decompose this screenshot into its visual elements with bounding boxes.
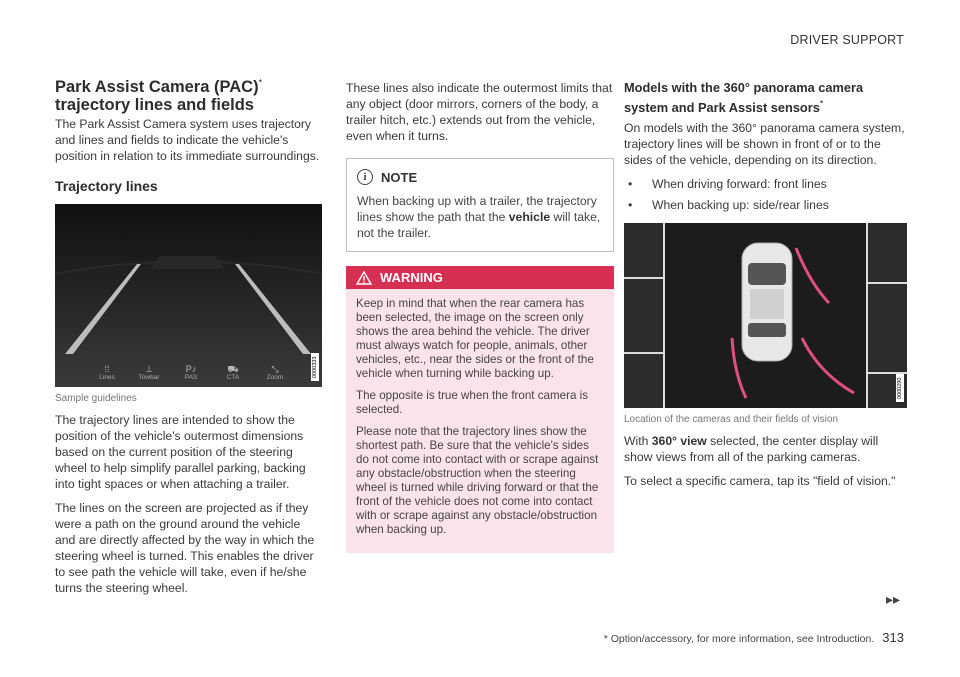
column-1	[55, 78, 323, 604]
note-text-bold: vehicle	[508, 210, 551, 224]
list-item: • When backing up: side/rear lines	[624, 197, 908, 213]
option-star: *	[819, 98, 824, 109]
paragraph	[624, 433, 908, 465]
lines-icon: ⁞⁞	[104, 363, 110, 374]
note-box	[346, 158, 614, 252]
warning-paragraph: The opposite is true when the front camera is selected.	[356, 389, 588, 416]
overhead-view	[624, 223, 907, 408]
bullet-list	[624, 176, 908, 213]
figure-caption: Location of the cameras and their fields of vision	[624, 414, 839, 425]
title-line-1: Park Assist Camera (PAC)	[55, 78, 259, 96]
zoom-icon: ⤡	[271, 363, 279, 374]
note-text-part: will take, not the trailer.	[357, 210, 601, 240]
section-title	[55, 78, 323, 114]
running-header: DRIVER SUPPORT	[790, 33, 904, 47]
page-footer	[604, 630, 904, 645]
figure-caption: Sample guidelines	[55, 393, 137, 404]
pas-button[interactable]	[170, 357, 212, 387]
continue-arrow-icon: ▸▸	[885, 591, 900, 607]
pas-icon: P♪	[185, 363, 197, 374]
subheading-trajectory-lines: Trajectory lines	[55, 178, 158, 194]
warning-header	[346, 266, 614, 289]
column-2	[346, 80, 614, 553]
towbar-button[interactable]	[128, 357, 170, 387]
option-star: *	[258, 77, 263, 88]
warning-box	[346, 266, 614, 553]
overhead-camera-figure	[624, 223, 907, 408]
cta-icon: ⛟	[227, 363, 239, 374]
intro-paragraph: The Park Assist Camera system uses trajectory and lines and fields to indicate the vehicle's position in relation to its immediate surroundings.	[55, 117, 320, 163]
zoom-label: Zoom	[266, 373, 284, 381]
car-top-view	[742, 243, 792, 361]
paragraph: These lines also indicate the outermost limits that any object (door mirrors, corners of the body, a trailer hitch, etc.) extends out from the vehicle, even when it turns.	[346, 81, 613, 143]
warning-body	[346, 289, 614, 553]
rear-camera-figure	[55, 204, 322, 387]
column-3	[624, 78, 908, 497]
paragraph: The trajectory lines are intended to show the position of the vehicle's outermost dimensions based on the current position of the steering wheel to help simplify parallel parking, backing into tight spaces or when attaching a trailer.	[55, 413, 306, 491]
note-header	[357, 169, 603, 185]
towbar-label: Towbar	[138, 373, 160, 381]
note-text	[357, 193, 603, 241]
towbar-icon: ⊥	[145, 363, 153, 374]
warning-title: WARNING	[380, 270, 443, 285]
title-line-2: trajectory lines and fields	[55, 96, 254, 114]
note-text-part: When backing up with a trailer, the trajectory lines show the path that the	[357, 194, 597, 224]
zoom-button[interactable]	[254, 357, 296, 387]
figure-id: 0000333	[311, 353, 319, 381]
paragraph-part: selected, the center display will show views from all of the parking cameras.	[624, 434, 879, 464]
ui-term-360-view: 360° view	[651, 434, 707, 448]
figure-id: 0000290	[896, 374, 904, 402]
footnote: * Option/accessory, for more information, see Introduction.	[603, 633, 875, 645]
warning-paragraph: Please note that the trajectory lines show the shortest path. Be sure that the vehicle's sides do not come into contact with or scrape against any obstacle/obstruction when the steering wheel is turned while driving forward or that the front of the vehicle does not come into contact with or scrape against any obstacle/obstruction when backing up.	[356, 425, 599, 536]
paragraph-part: With	[624, 434, 652, 448]
cta-button[interactable]	[212, 357, 254, 387]
paragraph: The lines on the screen are projected as if they were a path on the ground around the vehicle and are directly affected by the way in which the steering wheel is turned. This enables the driver to see path the vehicle will take, even if he/she turns the steering wheel.	[55, 501, 315, 595]
lines-button[interactable]	[86, 357, 128, 387]
paragraph: To select a specific camera, tap its "field of vision."	[624, 474, 896, 488]
warning-triangle-icon	[356, 271, 372, 285]
paragraph: On models with the 360° panorama camera system, trajectory lines will be shown in front of or to the sides of the vehicle, depending on its direction.	[624, 121, 905, 167]
heading-line-2: system and Park Assist sensors	[624, 100, 820, 115]
page-number: 313	[882, 630, 904, 645]
pas-label: PAS	[184, 373, 198, 381]
info-icon: i	[357, 169, 373, 185]
note-title: NOTE	[381, 169, 418, 185]
camera-toolbar	[55, 357, 322, 387]
list-item: • When driving forward: front lines	[624, 176, 908, 192]
heading-line-1: Models with the 360° panorama camera	[624, 80, 864, 95]
lines-label: Lines	[99, 373, 115, 381]
warning-paragraph: Keep in mind that when the rear camera has been selected, the image on the screen only shows the area behind the vehicle. The driver must always watch for people, animals, other vehicles, etc., near the sides or the front of the vehicle when turning while backing up.	[356, 297, 594, 380]
cta-label: CTA	[226, 373, 240, 381]
subsection-heading	[624, 78, 908, 118]
